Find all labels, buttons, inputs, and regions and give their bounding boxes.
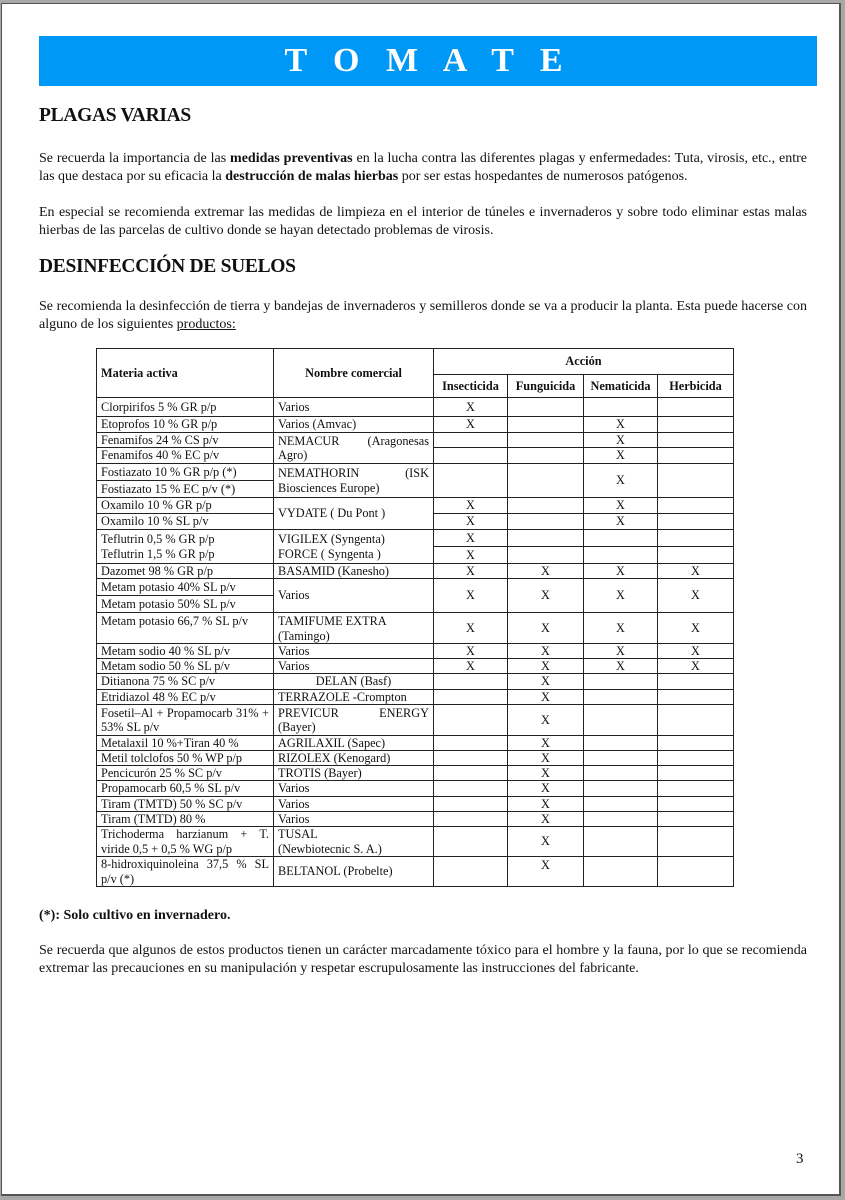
accion-cell bbox=[583, 432, 658, 448]
nombre-cell-text: PREVICUR ENERGY (Bayer) bbox=[278, 705, 429, 734]
paragraph-plagas-2: En especial se recomienda extremar las medidas de limpieza en el interior de túneles e invernaderos y sobre todo eliminar estas malas hierbas de las parcelas de cultivo donde se hayan detectado problemas de virosis. bbox=[39, 205, 807, 238]
nombre-cell bbox=[273, 416, 434, 433]
accion-cell bbox=[507, 432, 584, 448]
materia-cell bbox=[96, 416, 274, 433]
accion-cell bbox=[433, 447, 508, 464]
accion-cell bbox=[433, 658, 508, 674]
accion-cell bbox=[657, 497, 734, 514]
accion-cell bbox=[433, 856, 508, 887]
header-accion bbox=[433, 348, 734, 375]
nombre-cell bbox=[273, 689, 434, 705]
nombre-cell bbox=[273, 658, 434, 674]
nombre-cell bbox=[273, 612, 434, 644]
accion-cell bbox=[583, 497, 658, 514]
materia-cell-text: Metil tolclofos 50 % WP p/p bbox=[101, 750, 243, 765]
accion-cell-text: X bbox=[541, 563, 550, 578]
accion-cell bbox=[433, 811, 508, 827]
materia-cell-text: Fenamifos 40 % EC p/v bbox=[101, 448, 220, 463]
accion-cell-text: X bbox=[616, 643, 625, 658]
heading-desinfeccion-suelos: DESINFECCIÓN DE SUELOS bbox=[39, 256, 296, 277]
header-insecticida bbox=[433, 374, 508, 398]
accion-cell bbox=[507, 796, 584, 812]
accion-cell bbox=[583, 856, 658, 887]
nombre-cell bbox=[273, 432, 434, 464]
header-materia-activa-text: Materia activa bbox=[101, 365, 178, 380]
accion-cell bbox=[507, 765, 584, 781]
accion-cell-text: X bbox=[691, 563, 700, 578]
accion-cell bbox=[507, 689, 584, 705]
accion-cell-text: X bbox=[541, 811, 550, 826]
nombre-cell-text: NEMACUR (Aragonesas Agro) bbox=[278, 433, 429, 462]
nombre-cell bbox=[273, 463, 434, 498]
materia-cell bbox=[96, 704, 274, 736]
nombre-cell bbox=[273, 497, 434, 530]
header-materia-activa bbox=[96, 348, 274, 398]
materia-cell-text: Etridiazol 48 % EC p/v bbox=[101, 689, 216, 704]
materia-cell bbox=[96, 780, 274, 797]
accion-cell bbox=[657, 643, 734, 659]
materia-cell-text: Oxamilo 10 % SL p/v bbox=[101, 514, 209, 529]
materia-cell bbox=[96, 765, 274, 781]
materia-cell-text: Metam sodio 40 % SL p/v bbox=[101, 643, 230, 658]
nombre-cell-text: Varios bbox=[278, 588, 310, 603]
heading-plagas-varias: PLAGAS VARIAS bbox=[39, 105, 191, 126]
nombre-cell-text: TAMIFUME EXTRA (Tamingo) bbox=[278, 614, 386, 643]
accion-cell-text: X bbox=[541, 735, 550, 750]
materia-cell bbox=[96, 811, 274, 827]
materia-cell bbox=[96, 689, 274, 705]
accion-cell bbox=[583, 689, 658, 705]
accion-cell bbox=[433, 750, 508, 766]
accion-cell bbox=[583, 447, 658, 464]
accion-cell-text: X bbox=[541, 674, 550, 689]
materia-cell-text: Oxamilo 10 % GR p/p bbox=[101, 498, 212, 513]
accion-cell bbox=[433, 765, 508, 781]
accion-cell-text: X bbox=[616, 658, 625, 673]
header-insecticida-text: Insecticida bbox=[442, 378, 499, 393]
nombre-cell-text: Varios bbox=[278, 811, 310, 826]
materia-cell bbox=[96, 397, 274, 417]
materia-cell-text: 8-hidroxiquinoleina 37,5 % SL p/v (*) bbox=[101, 857, 269, 886]
materia-cell bbox=[96, 447, 274, 464]
accion-cell bbox=[583, 546, 658, 564]
materia-cell bbox=[96, 826, 274, 857]
materia-cell bbox=[96, 432, 274, 448]
nombre-cell bbox=[273, 780, 434, 797]
nombre-cell bbox=[273, 643, 434, 659]
accion-cell-text: X bbox=[541, 834, 550, 849]
accion-cell bbox=[583, 643, 658, 659]
accion-cell-text: X bbox=[466, 498, 475, 513]
accion-cell bbox=[507, 463, 584, 498]
nombre-cell bbox=[273, 578, 434, 613]
accion-cell-text: X bbox=[541, 620, 550, 635]
accion-cell bbox=[583, 704, 658, 736]
accion-cell bbox=[657, 463, 734, 498]
accion-cell bbox=[583, 397, 658, 417]
accion-cell bbox=[657, 546, 734, 564]
accion-cell bbox=[507, 397, 584, 417]
header-nombre-comercial bbox=[273, 348, 434, 398]
accion-cell bbox=[507, 826, 584, 857]
accion-cell-text: X bbox=[466, 563, 475, 578]
accion-cell bbox=[507, 856, 584, 887]
accion-cell bbox=[583, 780, 658, 797]
accion-cell-text: X bbox=[691, 643, 700, 658]
nombre-cell bbox=[273, 856, 434, 887]
accion-cell-text: X bbox=[466, 530, 475, 545]
accion-cell bbox=[433, 529, 508, 547]
nombre-cell-text: TERRAZOLE -Crompton bbox=[278, 689, 407, 704]
materia-cell-text: Metalaxil 10 %+Tiran 40 % bbox=[101, 735, 239, 750]
nombre-cell-text: DELAN (Basf) bbox=[315, 674, 392, 689]
accion-cell bbox=[433, 463, 508, 498]
accion-cell-text: X bbox=[466, 643, 475, 658]
materia-cell-text: Clorpirifos 5 % GR p/p bbox=[101, 399, 217, 414]
accion-cell bbox=[433, 643, 508, 659]
accion-cell bbox=[583, 765, 658, 781]
accion-cell bbox=[657, 735, 734, 751]
accion-cell bbox=[507, 447, 584, 464]
accion-cell bbox=[583, 673, 658, 690]
accion-cell-text: X bbox=[466, 514, 475, 529]
accion-cell bbox=[657, 447, 734, 464]
accion-cell bbox=[433, 826, 508, 857]
accion-cell bbox=[583, 658, 658, 674]
accion-cell bbox=[433, 796, 508, 812]
materia-cell bbox=[96, 513, 274, 530]
accion-cell-text: X bbox=[541, 643, 550, 658]
materia-cell bbox=[96, 643, 274, 659]
accion-cell bbox=[433, 612, 508, 644]
accion-cell bbox=[433, 578, 508, 613]
accion-cell bbox=[657, 397, 734, 417]
nombre-cell-text: Varios bbox=[278, 399, 310, 414]
accion-cell bbox=[433, 780, 508, 797]
accion-cell bbox=[433, 397, 508, 417]
accion-cell bbox=[433, 546, 508, 564]
accion-cell bbox=[583, 578, 658, 613]
materia-cell-line: Teflutrin 1,5 % GR p/p bbox=[101, 546, 215, 561]
accion-cell bbox=[657, 750, 734, 766]
accion-cell-text: X bbox=[616, 514, 625, 529]
paragraph-closing: Se recuerda que algunos de estos productos tienen un carácter marcadamente tóxico para el hombre y la fauna, por lo que se recomienda extremar las precauciones en su manipulación y respetar escrupulosamente las instrucciones del fabricante. bbox=[39, 943, 807, 976]
accion-cell bbox=[657, 780, 734, 797]
accion-cell-text: X bbox=[541, 796, 550, 811]
materia-cell-text: Fostiazato 15 % EC p/v (*) bbox=[101, 481, 236, 496]
accion-cell-text: X bbox=[541, 858, 550, 872]
accion-cell bbox=[583, 811, 658, 827]
accion-cell bbox=[507, 416, 584, 433]
accion-cell bbox=[583, 513, 658, 530]
nombre-cell-text: Varios (Amvac) bbox=[278, 417, 357, 432]
accion-cell bbox=[583, 463, 658, 498]
accion-cell-text: X bbox=[616, 563, 625, 578]
materia-cell bbox=[96, 563, 274, 579]
accion-cell bbox=[583, 563, 658, 579]
materia-cell bbox=[96, 463, 274, 481]
accion-cell bbox=[507, 658, 584, 674]
header-nematicida bbox=[583, 374, 658, 398]
accion-cell-text: X bbox=[616, 498, 625, 513]
accion-cell bbox=[507, 529, 584, 547]
nombre-cell bbox=[273, 704, 434, 736]
accion-cell bbox=[507, 497, 584, 514]
header-nombre-comercial-text: Nombre comercial bbox=[305, 365, 402, 380]
accion-cell bbox=[433, 563, 508, 579]
materia-cell bbox=[96, 529, 274, 564]
accion-cell-text: X bbox=[466, 588, 475, 603]
accion-cell-text: X bbox=[691, 658, 700, 673]
accion-cell bbox=[507, 704, 584, 736]
accion-cell bbox=[507, 563, 584, 579]
nombre-cell bbox=[273, 765, 434, 781]
accion-cell bbox=[657, 796, 734, 812]
accion-cell bbox=[583, 612, 658, 644]
accion-cell-text: X bbox=[616, 473, 625, 488]
accion-cell bbox=[657, 689, 734, 705]
materia-cell-text: Fostiazato 10 % GR p/p (*) bbox=[101, 464, 237, 479]
nombre-cell bbox=[273, 735, 434, 751]
accion-cell bbox=[507, 643, 584, 659]
accion-cell-text: X bbox=[691, 620, 700, 635]
nombre-cell bbox=[273, 397, 434, 417]
paragraph-plagas-1: Se recuerda la importancia de las medidas preventivas en la lucha contra las diferentes plagas y enfermedades: Tuta, virosis, etc., entre las que destaca por su eficacia la destrucción de malas hierbas por ser estas hospedantes de numerosos patógenos. bbox=[39, 151, 808, 184]
header-herbicida bbox=[657, 374, 734, 398]
accion-cell-text: X bbox=[616, 417, 625, 432]
accion-cell-text: X bbox=[691, 588, 700, 603]
accion-cell-text: X bbox=[616, 432, 625, 447]
nombre-cell-line: VIGILEX (Syngenta) bbox=[278, 532, 385, 546]
header-herbicida-text: Herbicida bbox=[669, 378, 722, 393]
header-funguicida-text: Funguicida bbox=[515, 378, 576, 393]
accion-cell bbox=[507, 811, 584, 827]
materia-cell bbox=[96, 497, 274, 514]
accion-cell bbox=[657, 416, 734, 433]
nombre-cell-text: BELTANOL (Probelte) bbox=[278, 864, 393, 879]
accion-cell-text: X bbox=[616, 588, 625, 603]
materia-cell-text: Tiram (TMTD) 80 % bbox=[101, 811, 206, 826]
materia-cell-text: Tiram (TMTD) 50 % SC p/v bbox=[101, 796, 243, 811]
accion-cell bbox=[433, 432, 508, 448]
materia-cell-text: Trichoderma harzianum + T. viride 0,5 + 0,5 % WG p/p bbox=[101, 827, 269, 856]
accion-cell bbox=[657, 658, 734, 674]
nombre-cell bbox=[273, 826, 434, 857]
nombre-cell-text: BASAMID (Kanesho) bbox=[278, 563, 390, 578]
nombre-cell-line: FORCE ( Syngenta ) bbox=[278, 546, 381, 561]
accion-cell-text: X bbox=[541, 689, 550, 704]
materia-cell-text: Ditianona 75 % SC p/v bbox=[101, 674, 216, 689]
materia-cell-text: Fosetil–Al + Propamocarb 31% + 53% SL p/v bbox=[101, 705, 269, 734]
document-page bbox=[1, 3, 841, 1196]
materia-cell-text: Metam sodio 50 % SL p/v bbox=[101, 658, 230, 673]
materia-cell bbox=[96, 612, 274, 644]
nombre-cell bbox=[273, 811, 434, 827]
nombre-cell-text: AGRILAXIL (Sapec) bbox=[278, 735, 386, 750]
materia-cell-text: Metam potasio 50% SL p/v bbox=[101, 596, 236, 611]
nombre-cell bbox=[273, 529, 434, 564]
materia-cell-text: Propamocarb 60,5 % SL p/v bbox=[101, 781, 241, 796]
nombre-cell-text: Varios bbox=[278, 781, 310, 796]
nombre-cell-text: RIZOLEX (Kenogard) bbox=[278, 750, 391, 765]
nombre-cell-text: Varios bbox=[278, 643, 310, 658]
accion-cell bbox=[657, 811, 734, 827]
accion-cell bbox=[507, 612, 584, 644]
accion-cell bbox=[657, 673, 734, 690]
materia-cell-text: Pencicurón 25 % SC p/v bbox=[101, 765, 222, 780]
nombre-cell bbox=[273, 563, 434, 579]
accion-cell bbox=[433, 416, 508, 433]
accion-cell bbox=[507, 578, 584, 613]
accion-cell-text: X bbox=[541, 658, 550, 673]
accion-cell-text: X bbox=[616, 448, 625, 463]
accion-cell bbox=[657, 612, 734, 644]
accion-cell bbox=[507, 546, 584, 564]
materia-cell bbox=[96, 673, 274, 690]
page-title-banner: T O M A T E bbox=[39, 36, 817, 86]
accion-cell bbox=[433, 513, 508, 530]
accion-cell bbox=[583, 416, 658, 433]
accion-cell bbox=[433, 704, 508, 736]
accion-cell-text: X bbox=[541, 781, 550, 796]
accion-cell bbox=[507, 750, 584, 766]
accion-cell bbox=[657, 432, 734, 448]
nombre-cell-line: (Newbiotecnic S. A.) bbox=[278, 841, 382, 856]
materia-cell bbox=[96, 735, 274, 751]
header-accion-text: Acción bbox=[565, 354, 602, 369]
paragraph-desinfeccion: Se recomienda la desinfección de tierra y bandejas de invernaderos y semilleros donde se va a producir la planta. Esta puede hacerse con alguno de los siguientes productos: bbox=[39, 299, 807, 332]
nombre-cell-text: Varios bbox=[278, 658, 310, 673]
accion-cell bbox=[657, 765, 734, 781]
accion-cell-text: X bbox=[466, 620, 475, 635]
accion-cell bbox=[657, 704, 734, 736]
accion-cell-text: X bbox=[466, 399, 475, 414]
accion-cell bbox=[507, 513, 584, 530]
materia-cell-text: Fenamifos 24 % CS p/v bbox=[101, 432, 219, 447]
materia-cell bbox=[96, 658, 274, 674]
header-funguicida bbox=[507, 374, 584, 398]
accion-cell bbox=[433, 735, 508, 751]
materia-cell-line: Teflutrin 0,5 % GR p/p bbox=[101, 532, 215, 546]
materia-cell bbox=[96, 750, 274, 766]
accion-cell-text: X bbox=[541, 765, 550, 780]
accion-cell-text: X bbox=[541, 588, 550, 603]
accion-cell bbox=[583, 750, 658, 766]
nombre-cell-text: NEMATHORIN (ISK Biosciences Europe) bbox=[278, 466, 429, 495]
page-number: 3 bbox=[796, 1151, 804, 1167]
accion-cell bbox=[507, 780, 584, 797]
accion-cell bbox=[657, 529, 734, 547]
accion-cell bbox=[507, 735, 584, 751]
accion-cell bbox=[657, 563, 734, 579]
accion-cell-text: X bbox=[466, 417, 475, 432]
accion-cell-text: X bbox=[466, 547, 475, 562]
accion-cell bbox=[583, 735, 658, 751]
nombre-cell-text: Varios bbox=[278, 796, 310, 811]
materia-cell bbox=[96, 480, 274, 498]
nombre-cell bbox=[273, 796, 434, 812]
accion-cell bbox=[657, 578, 734, 613]
accion-cell-text: X bbox=[616, 620, 625, 635]
materia-cell bbox=[96, 796, 274, 812]
nombre-cell bbox=[273, 750, 434, 766]
nombre-cell-text: TROTIS (Bayer) bbox=[278, 765, 362, 780]
accion-cell bbox=[433, 673, 508, 690]
materia-cell-text: Dazomet 98 % GR p/p bbox=[101, 563, 214, 578]
nombre-cell bbox=[273, 673, 434, 690]
accion-cell bbox=[583, 529, 658, 547]
materia-cell-text: Metam potasio 66,7 % SL p/v bbox=[101, 614, 249, 628]
accion-cell bbox=[657, 856, 734, 887]
accion-cell bbox=[583, 796, 658, 812]
materia-cell-text: Metam potasio 40% SL p/v bbox=[101, 579, 236, 594]
accion-cell-text: X bbox=[541, 750, 550, 765]
nombre-cell-line: TUSAL bbox=[278, 827, 318, 841]
accion-cell bbox=[433, 689, 508, 705]
accion-cell-text: X bbox=[541, 712, 550, 727]
accion-cell bbox=[657, 826, 734, 857]
accion-cell bbox=[657, 513, 734, 530]
materia-cell-text: Etoprofos 10 % GR p/p bbox=[101, 417, 218, 432]
accion-cell bbox=[583, 826, 658, 857]
accion-cell bbox=[507, 673, 584, 690]
materia-cell bbox=[96, 856, 274, 887]
header-nematicida-text: Nematicida bbox=[590, 378, 651, 393]
accion-cell-text: X bbox=[466, 658, 475, 673]
accion-cell bbox=[433, 497, 508, 514]
materia-cell bbox=[96, 595, 274, 613]
nombre-cell-text: VYDATE ( Du Pont ) bbox=[278, 506, 386, 521]
footnote: (*): Solo cultivo en invernadero. bbox=[39, 908, 231, 923]
materia-cell bbox=[96, 578, 274, 596]
